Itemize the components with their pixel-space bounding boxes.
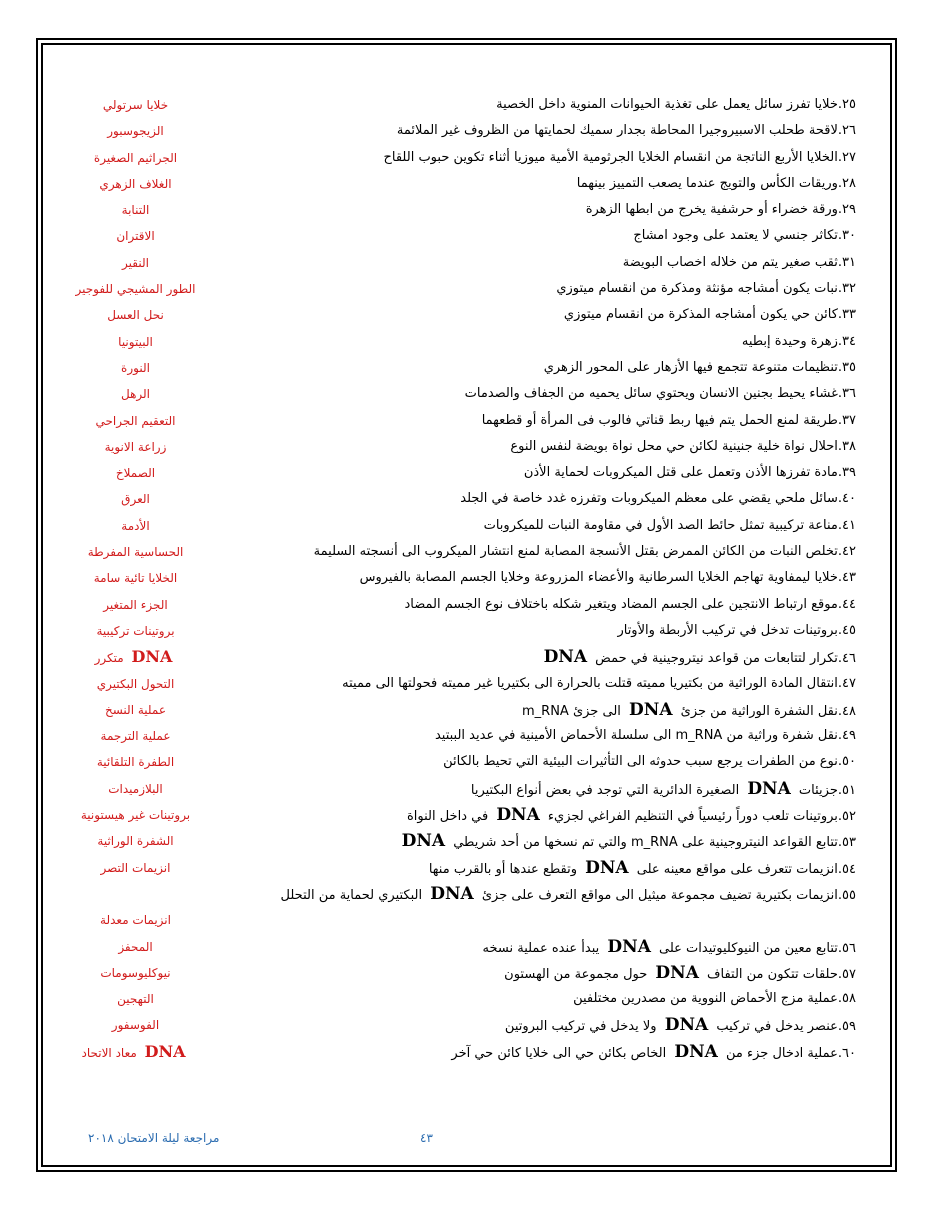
question-body: خلايا ليمفاوية تهاجم الخلايا السرطانية والأعضاء المزروعة وخلايا الجسم المصابة بالفيروس [359,570,838,586]
answer-text: المحفز [118,939,153,954]
question-number: ٦٠. [837,1045,856,1061]
answer-text: البيتونيا [118,334,153,349]
answer-text: التعقيم الجراحي [95,413,176,428]
question-text [256,302,856,328]
question-number: ٥٤. [837,861,856,877]
answer-text: النقير [122,255,149,270]
question-body: نبات يكون أمشاجه مؤنثة ومذكرة من انقسام ميتوزي [556,281,838,297]
question-body: انزيمات تتعرف على مواقع معينه على DNA وتقطع عندها أو بالقرب منها [428,857,838,878]
question-number: ٥٣. [837,835,856,851]
question-body: موقع ارتباط الانتجين على الجسم المضاد ويتغير شكله باختلاف نوع الجسم المضاد [404,596,838,612]
question-number: ٣٥. [837,359,856,375]
answer-text: التحول البكتيري [96,676,175,691]
question-body: عملية ادخال جزء من DNA الخاص بكائن حي الى خلايا كائن حي آخر [451,1041,838,1062]
question-body: وريقات الكأس والتويج عندما يصعب التمييز بينهما [576,175,838,191]
question-text [256,486,856,512]
question-body: نقل شفرة وراثية من m_RNA الى سلسلة الأحماض الأمينية في عديد الببتيد [434,728,838,744]
question-body: حلقات تتكون من التفاف DNA حول مجموعة من الهستون [504,962,838,983]
question-list [48,92,856,1065]
question-text [256,276,856,302]
question-text [256,1012,856,1040]
question-text [256,513,856,539]
question-number: ٣٣. [837,307,856,323]
question-number: ٤٨. [837,703,856,719]
question-number: ٤٤. [837,596,856,612]
question-row [48,486,856,512]
question-number: ٤٦. [837,651,856,667]
question-text [256,934,856,962]
question-number: ٥٥. [837,887,856,903]
question-body: تكرار لتتابعات من قواعد نيتروجينية في حمض DNA [543,647,838,668]
question-row [48,907,856,933]
question-row [48,671,856,697]
question-body: تتابع معين من النيوكليوتيدات على DNA يبدأ عنده عملية نسخه [482,936,838,957]
answer-text: الجراثيم الصغيرة [93,150,178,165]
question-number: ٣٠. [837,228,856,244]
question-body: انزيمات بكتيرية تضيف مجموعة ميثيل الى مواقع التعرف على جزئ DNA البكتيري لحماية من التحلل [280,883,838,904]
question-row [48,92,856,118]
question-number: ٣١. [837,254,856,270]
question-text [256,408,856,434]
question-row [48,145,856,171]
question-number: ٢٦. [837,123,856,139]
question-row [48,408,856,434]
question-text [256,171,856,197]
question-body: ورقة خضراء أو حرشفية يخرج من ابطها الزهرة [585,202,838,218]
question-number: ٤٥. [837,622,856,638]
answer-text: بروتينات تركيبية [96,623,175,638]
question-body: مناعة تركيبية تمثل حائط الصد الأول في مقاومة النبات للميكروبات [483,517,838,533]
question-text [256,618,856,644]
answer-text: عملية الترجمة [100,729,171,744]
question-text [256,855,856,883]
question-number: ٤٠. [837,491,856,507]
question-row [48,355,856,381]
answer-text: زراعة الانوية [104,439,167,454]
answer-text: انزيمات معدلة [100,913,171,928]
question-number: ٤٢. [837,544,856,560]
question-text [256,355,856,381]
question-body: نوع من الطفرات يرجع سبب حدوثه الى التأثيرات البيئية التي تحيط بالكائن [443,754,838,770]
question-text [256,749,856,775]
question-body: عنصر يدخل في تركيب DNA ولا يدخل في تركيب البروتين [504,1015,838,1036]
question-text [256,776,856,804]
question-row [48,828,856,854]
question-number: ٣٨. [837,438,856,454]
question-body: لاقحة طحلب الاسبيروجيرا المحاطة بجدار سميك لحمايتها من الظروف غير الملائمة [396,123,838,139]
question-row [48,1039,856,1065]
question-text [256,1039,856,1067]
question-row [48,118,856,144]
answer-text: بروتينات غير هيستونية [80,808,191,823]
answer-text: الفوسفور [111,1018,160,1033]
question-text [256,671,856,697]
question-body: نقل الشفرة الوراثية من جزئ DNA الى جزئ m_RNA [522,699,838,720]
question-number: ٢٥. [837,97,856,112]
answer-text: الغلاف الزهري [99,176,172,191]
answer-text: التنابة [121,203,150,218]
question-text [256,329,856,355]
answer-text: انزيمات التصر [100,860,171,875]
question-row [48,565,856,591]
question-number: ٢٨. [837,175,856,191]
question-number: ٤٧. [837,675,856,691]
question-row [48,723,856,749]
question-body: بروتينات تدخل في تركيب الأربطة والأوتار [617,622,838,638]
question-text [256,118,856,144]
question-body: احلال نواة خلية جنينية لكائن حي محل نواة بويضة لنفس النوع [510,438,838,454]
question-row [48,749,856,775]
question-number: ٢٧. [837,149,856,165]
question-text [256,539,856,565]
question-number: ٥٢. [837,809,856,825]
question-row [48,329,856,355]
answer-text: نيوكليوسومات [100,965,171,980]
page-number: ٤٣ [420,1131,433,1145]
question-text [256,223,856,249]
question-row [48,513,856,539]
question-text [256,697,856,725]
answer-text: DNA معاد الاتحاد [81,1041,186,1061]
question-text [256,986,856,1012]
question-text [256,197,856,223]
answer-text: خلايا سرتولي [102,98,169,112]
question-body: تكاثر جنسي لا يعتمد على وجود امشاج [633,228,838,244]
answer-text: DNA متكرر [94,647,173,667]
question-number: ٣٧. [837,412,856,428]
question-row [48,250,856,276]
answer-text: النورة [121,360,150,375]
question-row [48,539,856,565]
question-body: تنظيمات متنوعة تتجمع فيها الأزهار على المحور الزهري [543,359,838,375]
answer-text: الرهل [120,387,151,402]
question-number: ٥٩. [837,1019,856,1035]
question-text [256,434,856,460]
question-body: خلايا تفرز سائل يعمل على تغذية الحيوانات المنوية داخل الخصية [496,97,838,112]
question-number: ٥٨. [837,991,856,1007]
question-row [48,302,856,328]
answer-text: التهجين [117,992,154,1007]
answer-text: الطفرة التلقائية [96,755,175,770]
question-row [48,618,856,644]
answer-text: الزيجوسبور [107,124,164,139]
question-text [256,828,856,856]
question-body: ثقب صغير يتم من خلاله اخصاب البويضة [622,254,838,270]
question-text [256,592,856,618]
question-row [48,644,856,670]
question-row [48,223,856,249]
question-body: تخلص النبات من الكائن الممرض بقتل الأنسجة المصابة لمنع انتشار الميكروب الى أنسجته السليمة [313,544,838,560]
question-number: ٣٤. [837,333,856,349]
question-text [256,92,856,118]
question-row [48,276,856,302]
question-row [48,381,856,407]
question-row [48,592,856,618]
question-body: غشاء يحيط بجنين الانسان ويحتوي سائل يحميه من الجفاف والصدمات [464,386,838,402]
question-row [48,855,856,881]
question-number: ٤٩. [837,728,856,744]
question-text [256,250,856,276]
answer-text: الصملاخ [115,466,156,481]
question-text [256,381,856,407]
question-row [48,934,856,960]
question-body: الخلايا الأربع الناتجة من انقسام الخلايا الجرثومية الأمية ميوزيا أثناء تكوين حبوب اللقاح [383,149,838,165]
question-body: مادة تفرزها الأذن وتعمل على قتل الميكروبات لحماية الأذن [523,465,838,481]
footer-title: مراجعة ليلة الامتحان ٢٠١٨ [88,1131,220,1145]
answer-text: الاقتران [116,229,155,244]
question-row [48,881,856,907]
question-text [256,460,856,486]
question-text [256,881,856,909]
question-text [256,565,856,591]
answer-text: الجزء المتغير [103,597,168,612]
answer-text: الشفرة الوراثية [97,834,174,849]
question-row [48,697,856,723]
question-text [256,960,856,988]
question-body: انتقال المادة الوراثية من بكتيريا مميته قتلت بالحرارة الى بكتيريا غير مميته فحولتها الى مميته [342,675,838,691]
answer-text: عملية النسخ [104,702,166,717]
question-row [48,460,856,486]
answer-text: العرق [121,492,150,507]
question-row [48,434,856,460]
question-body: بروتينات تلعب دوراً رئيسياً في التنظيم الفراغي لجزيء DNA في داخل النواة [406,805,838,826]
question-row [48,171,856,197]
question-number: ٣٦. [837,386,856,402]
question-text [256,723,856,749]
question-number: ٥٦. [837,940,856,956]
question-number: ٢٩. [837,202,856,218]
question-row [48,776,856,802]
answer-text: البلازميدات [108,781,163,796]
question-number: ٤١. [837,517,856,533]
question-number: ٣٩. [837,465,856,481]
question-body: كائن حي يكون أمشاجه المذكرة من انقسام ميتوزي [563,307,838,323]
question-body: سائل ملحي يقضي على معظم الميكروبات وتفرزه غدد خاصة في الجلد [460,491,838,507]
question-body: عملية مزج الأحماض النووية من مصدرين مختلفين [573,991,838,1007]
answer-text: الخلايا تائية سامة [93,571,178,586]
question-row [48,802,856,828]
question-text [256,145,856,171]
answer-text: الأدمة [121,518,150,533]
question-row [48,986,856,1012]
question-number: ٥٧. [837,966,856,982]
question-row [48,197,856,223]
question-row [48,960,856,986]
question-number: ٤٣. [837,570,856,586]
question-body: تتابع القواعد النيتروجينية على m_RNA والتي تم نسخها من أحد شريطي DNA [401,831,838,852]
question-number: ٥١. [837,782,856,798]
question-text [256,644,856,672]
question-text [256,802,856,830]
question-number: ٥٠. [837,754,856,770]
question-row [48,1012,856,1038]
answer-text: الطور المشيجي للفوجير [75,282,196,297]
question-body: طريقة لمنع الحمل يتم فيها ربط قناتي فالوب فى المرأة أو قطعهما [481,412,838,428]
answer-text: الحساسية المفرطة [87,545,184,560]
question-body: زهرة وحيدة إبطيه [741,333,838,349]
answer-text: نحل العسل [107,308,164,323]
question-number: ٣٢. [837,281,856,297]
question-body: جزيئات DNA الصغيرة الدائرية التي توجد في بعض أنواع البكتيريا [470,778,838,799]
